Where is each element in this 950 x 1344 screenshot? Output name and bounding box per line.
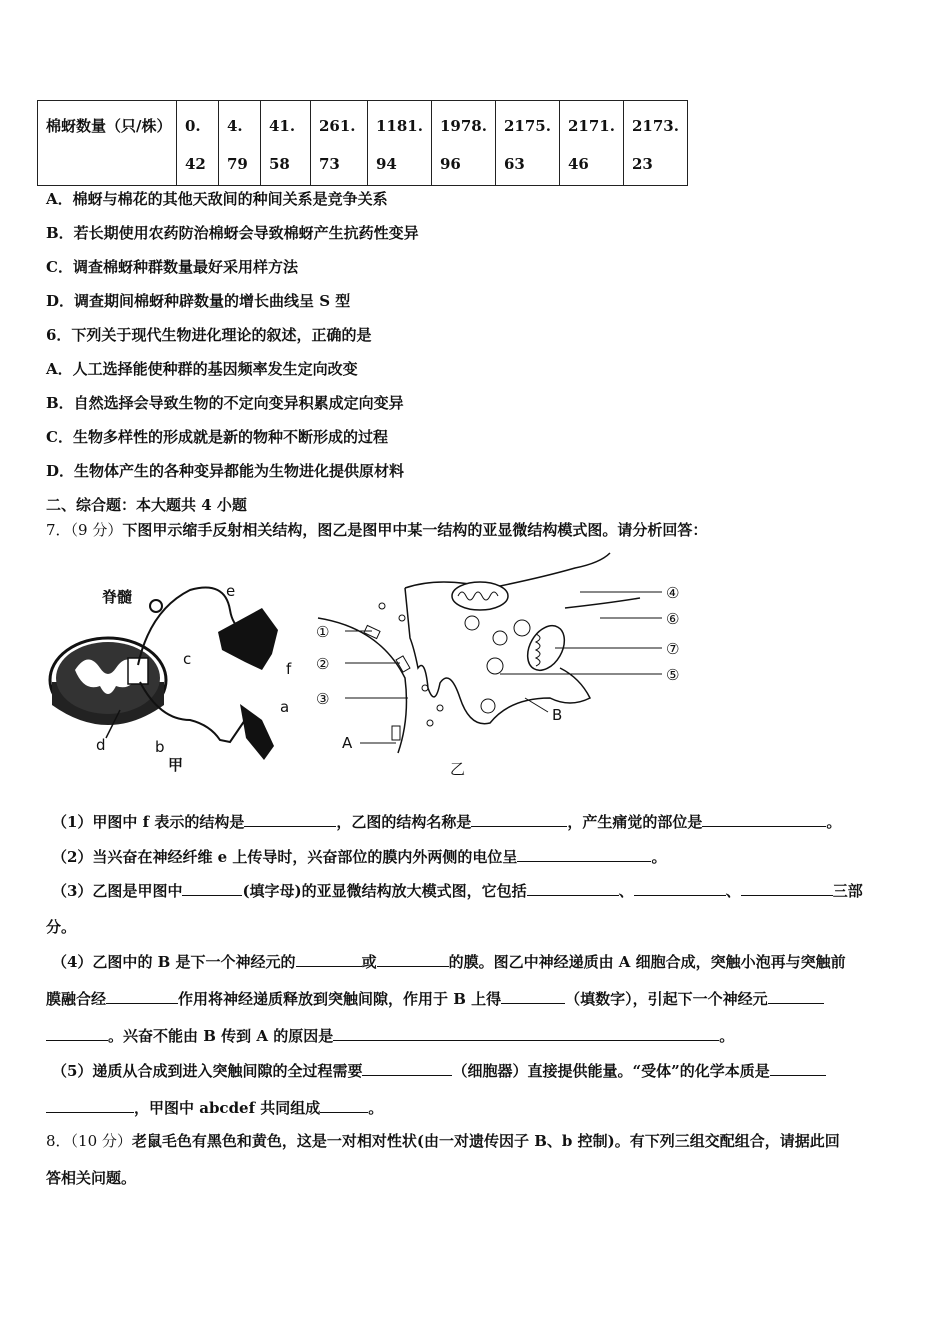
q5-option-c: C．调查棉蚜种群数量最好采用样方法 xyxy=(46,258,298,276)
answer-blank[interactable] xyxy=(768,987,824,1004)
membrane-channel xyxy=(392,726,400,740)
postsynaptic-cell xyxy=(405,553,640,724)
receptor-f xyxy=(218,608,278,670)
q6-option-a: A．人工选择能使种群的基因频率发生定向改变 xyxy=(46,360,358,378)
text: 作用将神经递质释放到突触间隙，作用于 B 上得 xyxy=(178,990,502,1008)
q7-sub3-cont: 分。 xyxy=(46,918,77,936)
figure-yi-caption: 乙 xyxy=(450,760,466,778)
label-2: ② xyxy=(316,655,330,673)
answer-blank[interactable] xyxy=(320,1096,368,1113)
answer-blank[interactable] xyxy=(634,879,726,896)
q7-sub4-line3 xyxy=(46,1024,734,1047)
answer-blank[interactable] xyxy=(46,1096,134,1113)
synaptic-vesicle xyxy=(487,658,503,674)
q7-sub3 xyxy=(52,879,863,902)
text: ，产生痛觉的部位是 xyxy=(567,813,703,831)
text: 。 xyxy=(651,848,667,866)
label-3: ③ xyxy=(316,690,330,708)
table-cell: 2173.23 xyxy=(624,101,688,186)
label-e: e xyxy=(226,582,236,600)
synaptic-vesicle xyxy=(481,699,495,713)
vesicle xyxy=(422,685,428,691)
label-cell-b: B xyxy=(552,706,563,724)
answer-blank[interactable] xyxy=(471,810,567,827)
reflex-arc-figure xyxy=(40,570,310,780)
q6-option-d: D．生物体产生的各种变异都能为生物进化提供原材料 xyxy=(46,462,405,480)
table-cell: 1181.94 xyxy=(368,101,432,186)
label-4: ④ xyxy=(666,584,680,602)
q8-points: 8．（10 分） xyxy=(46,1132,132,1150)
answer-blank[interactable] xyxy=(702,810,826,827)
text: （1）甲图中 f 表示的结构是 xyxy=(52,813,245,831)
q5-option-a: A．棉蚜与棉花的其他天敌间的种间关系是竞争关系 xyxy=(46,190,388,208)
label-c: c xyxy=(183,650,192,668)
answer-blank[interactable] xyxy=(182,879,242,896)
label-5: ⑤ xyxy=(666,666,680,684)
answer-blank[interactable] xyxy=(106,987,178,1004)
mitochondrion xyxy=(452,582,508,610)
q7-sub4 xyxy=(52,950,846,973)
label-b: b xyxy=(155,738,165,756)
text: 、 xyxy=(618,882,634,900)
text: （3）乙图是甲图中 xyxy=(52,882,183,900)
text: 。 xyxy=(826,813,842,831)
label-7: ⑦ xyxy=(666,640,680,658)
table-header-cell: 棉蚜数量（只/株） xyxy=(38,101,177,186)
membrane-channel xyxy=(364,625,380,638)
q8-stem xyxy=(46,1130,840,1152)
table-cell: 261.73 xyxy=(311,101,368,186)
answer-blank[interactable] xyxy=(770,1059,826,1076)
effector-a xyxy=(240,704,274,760)
answer-blank[interactable] xyxy=(527,879,619,896)
q7-sub1 xyxy=(52,810,841,833)
answer-blank[interactable] xyxy=(517,845,651,862)
label-d: d xyxy=(96,736,106,754)
q6-option-b: B．自然选择会导致生物的不定向变异积累成定向变异 xyxy=(46,394,404,412)
q7-stem-text: 下图甲示缩手反射相关结构，图乙是图甲中某一结构的亚显微结构模式图。请分析回答： xyxy=(122,521,708,539)
label-cell-a: A xyxy=(342,734,353,752)
leader-b xyxy=(525,698,548,712)
q5-option-b: B．若长期使用农药防治棉蚜会导致棉蚜产生抗药性变异 xyxy=(46,224,419,242)
q5-option-d: D．调查期间棉蚜种辟数量的增长曲线呈 S 型 xyxy=(46,292,351,310)
figure-jia-caption: 甲 xyxy=(168,756,184,774)
table-cell: 2175.63 xyxy=(496,101,560,186)
synapse-figure xyxy=(310,548,710,788)
answer-blank[interactable] xyxy=(362,1059,452,1076)
table-cell: 4.79 xyxy=(219,101,261,186)
q7-sub2 xyxy=(52,845,666,868)
table-cell: 41.58 xyxy=(261,101,311,186)
aphid-count-table xyxy=(37,100,688,186)
label-f: f xyxy=(286,660,292,678)
table-cell: 1978.96 xyxy=(432,101,496,186)
answer-blank[interactable] xyxy=(501,987,565,1004)
text: 膜融合经 xyxy=(46,990,107,1008)
table-cell: 2171.46 xyxy=(560,101,624,186)
text: 。 xyxy=(719,1027,735,1045)
text: （4）乙图中的 B 是下一个神经元的 xyxy=(52,953,296,971)
q6-stem: 6．下列关于现代生物进化理论的叙述，正确的是 xyxy=(46,326,372,344)
text: （2）当兴奋在神经纤维 e 上传导时，兴奋部位的膜内外两侧的电位呈 xyxy=(52,848,518,866)
text: (填字母)的亚显微结构放大模式图，它包括 xyxy=(242,882,527,900)
text: 。 xyxy=(368,1099,384,1117)
text: 的膜。图乙中神经递质由 A 细胞合成，突触小泡再与突触前 xyxy=(448,953,846,971)
q7-sub4-line2 xyxy=(46,987,824,1010)
ganglion xyxy=(150,600,162,612)
answer-blank[interactable] xyxy=(377,950,449,967)
answer-blank[interactable] xyxy=(296,950,362,967)
text: 、 xyxy=(725,882,741,900)
vesicle xyxy=(427,720,433,726)
q7-sub5-line2 xyxy=(46,1096,383,1119)
text: （填数字），引起下一个神经元 xyxy=(565,990,768,1008)
text: （细胞器）直接提供能量。“受体”的化学本质是 xyxy=(452,1062,770,1080)
vesicle xyxy=(399,615,405,621)
q7-sub5 xyxy=(52,1059,826,1082)
label-1: ① xyxy=(316,623,330,641)
table-cell: 0.42 xyxy=(177,101,219,186)
answer-blank[interactable] xyxy=(333,1024,719,1041)
spine-label: 脊髓 xyxy=(102,588,133,606)
q6-option-c: C．生物多样性的形成就是新的物种不断形成的过程 xyxy=(46,428,388,446)
membrane-channel xyxy=(396,656,410,672)
section-heading: 二、综合题：本大题共 4 小题 xyxy=(46,496,247,514)
vesicle xyxy=(437,705,443,711)
q7-stem xyxy=(46,519,707,541)
text: （5）递质从合成到进入突触间隙的全过程需要 xyxy=(52,1062,363,1080)
table-row xyxy=(38,101,688,186)
answer-blank[interactable] xyxy=(741,879,833,896)
answer-blank[interactable] xyxy=(46,1024,108,1041)
text: ，乙图的结构名称是 xyxy=(336,813,472,831)
text: 。兴奋不能由 B 传到 A 的原因是 xyxy=(108,1027,334,1045)
synaptic-vesicle xyxy=(465,616,479,630)
q7-points: 7．（9 分） xyxy=(46,521,123,539)
synaptic-vesicle xyxy=(493,631,507,645)
synaptic-vesicle xyxy=(514,620,530,636)
text: 或 xyxy=(361,953,377,971)
text: 三部 xyxy=(832,882,863,900)
text: ，甲图中 abcdef 共同组成 xyxy=(134,1099,321,1117)
q8-stem-cont: 答相关问题。 xyxy=(46,1169,137,1187)
vesicle xyxy=(379,603,385,609)
label-a: a xyxy=(280,698,290,716)
answer-blank[interactable] xyxy=(244,810,336,827)
q8-text: 老鼠毛色有黑色和黄色，这是一对相对性状(由一对遗传因子 B、b 控制)。有下列三组交配组合，请据此回 xyxy=(131,1132,840,1150)
label-6: ⑥ xyxy=(666,610,680,628)
